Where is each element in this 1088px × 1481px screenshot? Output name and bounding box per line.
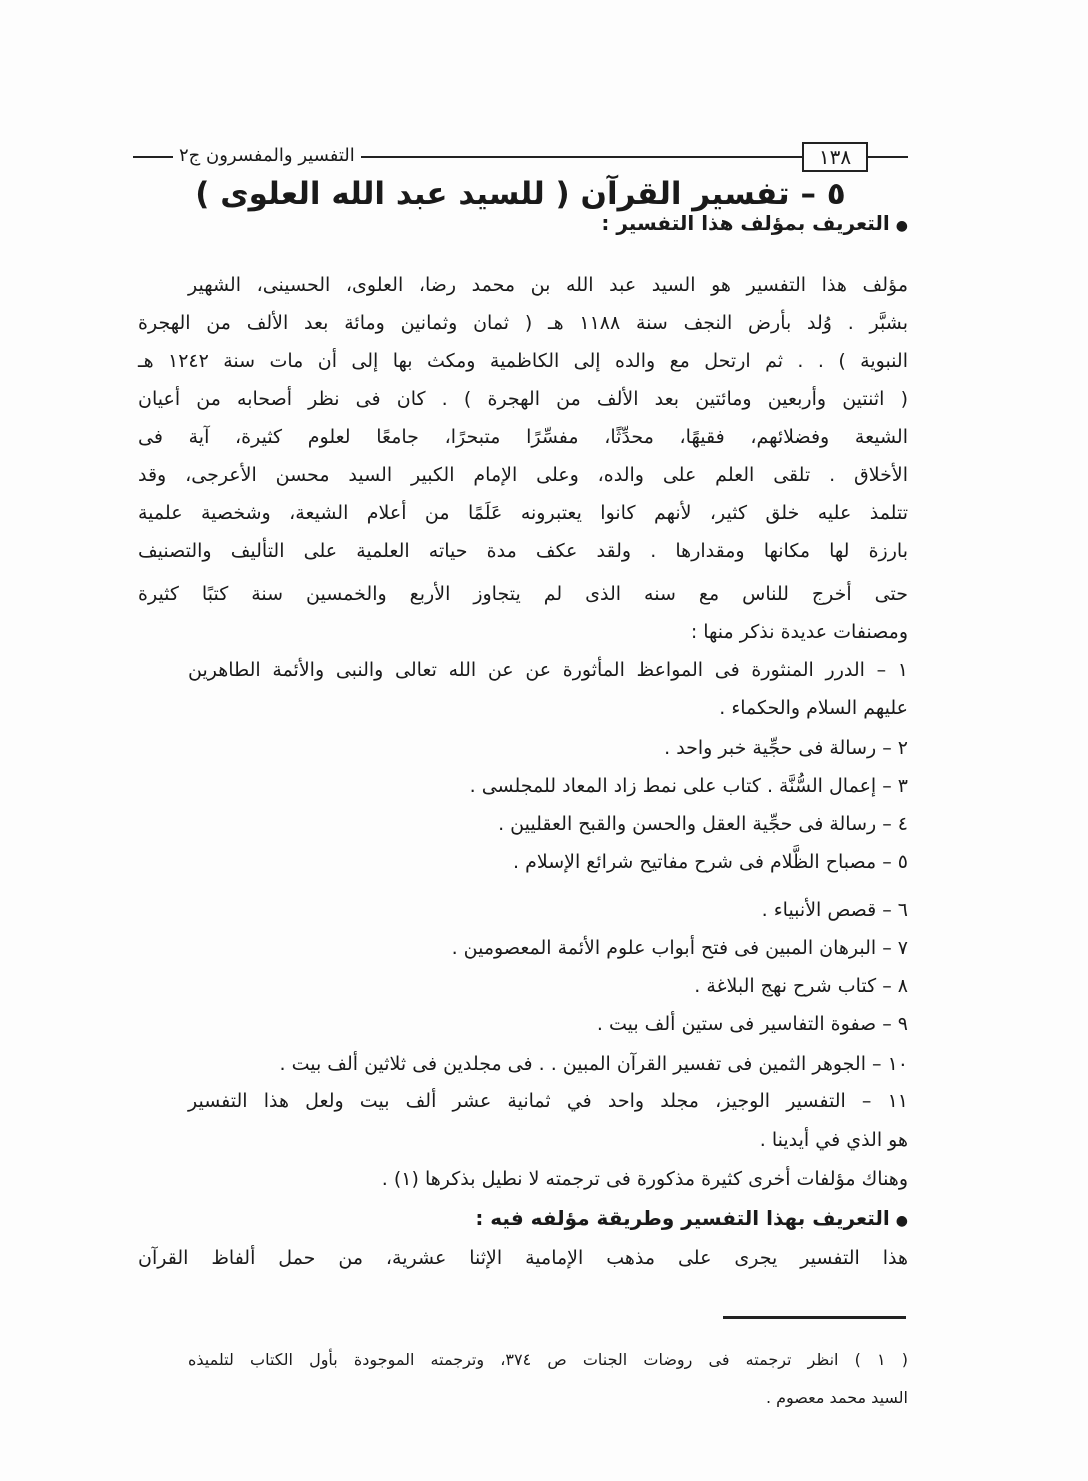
bullet-icon: ● [895,1213,908,1229]
body-line: ٨ – كتاب شرح نهج البلاغة . [694,975,908,997]
body-line: حتى أخرج للناس مع سنه الذى لم يتجاوز الأربع والخمسين سنة كتبًا كثيرة [138,583,908,605]
body-line: تتلمذ عليه خلق كثير، لأنهم كانوا يعتبرونه عَلَمًا من أعلام الشيعة، وشخصية علمية [138,502,908,524]
body-line: بشبَّر . وُلد بأرض النجف سنة ١١٨٨ هـ ( ثمان وثمانين ومائة بعد الألف من الهجرة [138,312,909,334]
body-line: ٧ – البرهان المبين فى فتح أبواب علوم الأئمة المعصومين . [451,937,908,959]
footnote-line: ( ١ ) انظر ترجمته فى روضات الجنات ص ٣٧٤، وترجمته الموجودة بأول الكتاب لتلميذه [188,1350,909,1369]
footnote-rule [723,1316,906,1319]
body-line: ٦ – قصص الأنبياء . [761,899,908,921]
body-line: ٥ – مصباح الظَّلام فى شرح مفاتيح شرائع الإسلام . [513,851,908,873]
body-line: ومصنفات عديدة نذكر منها : [690,621,908,643]
body-line: ٣ – إعمال السُّنَّة . كتاب على نمط زاد المعاد للمجلسى . [469,775,908,797]
footnote-line: السيد محمد معصوم . [765,1388,908,1407]
body-line: ٢ – رسالة فى حجِّية خبر واحد . [664,737,908,759]
running-title: التفسير والمفسرون ج٢ [173,142,361,170]
body-line: وهناك مؤلفات أخرى كثيرة مذكورة فى ترجمته لا نطيل بذكرها (١) . [381,1168,908,1190]
page-number: ١٣٨ [802,142,868,172]
body-line: ( اثنتين وأربعين ومائتين بعد الألف من الهجرة ) . كان فى نظر أصحابه من أعيان [138,388,908,410]
section-heading [182,208,908,241]
section-heading-text: التعريف بمؤلف هذا التفسير : [601,211,890,235]
body-line: النبوية ) . . ثم ارتحل مع والده إلى الكاظمية ومكث بها إلى أن مات سنة ١٢٤٢ هـ [138,350,908,372]
chapter-title: ٥ – تفسير القرآن ( للسيد عبد الله العلوى ) [195,176,846,212]
body-line: ١٠ – الجوهر الثمين فى تفسير القرآن المبين . . فى مجلدين فى ثلاثين ألف بيت . [279,1053,908,1075]
section-heading [182,1203,908,1236]
section-heading-text: التعريف بهذا التفسير وطريقة مؤلفه فيه : [475,1206,890,1230]
body-line: بارزة لها مكانها ومقدارها . ولقد عكف مدة حياته العلمية على التأليف والتصنيف [138,540,908,562]
body-line: مؤلف هذا التفسير هو السيد عبد الله بن محمد رضا، العلوى، الحسينى، الشهير [188,274,908,296]
body-line: هو الذي في أيدينا . [759,1129,908,1151]
body-line: عليهم السلام والحكماء . [719,697,908,719]
body-line: هذا التفسير يجرى على مذهب الإمامية الإثنا عشرية، من حمل ألفاظ القرآن [138,1247,908,1269]
body-line: ١١ – التفسير الوجيز، مجلد واحد في ثمانية عشر ألف بيت ولعل هذا التفسير [188,1090,908,1112]
body-line: ٤ – رسالة فى حجِّية العقل والحسن والقبح العقليين . [498,813,908,835]
bullet-icon: ● [895,218,908,234]
body-line: الأخلاق . تلقى العلم على والده، وعلى الإمام الكبير السيد محسن الأعرجى، وقد [138,464,908,486]
body-line: ٩ – صفوة التفاسير فى ستين ألف بيت . [596,1013,908,1035]
page-header [133,142,908,172]
body-line: ١ – الدرر المنثورة فى المواعظ المأثورة عن عن الله تعالى والنبى والأئمة الطاهرين [188,659,908,681]
body-line: الشيعة وفضلائهم، فقيهًا، محدِّثًا، مفسِّرًا متبحرًا، جامعًا لعلوم كثيرة، آية فى [138,426,908,448]
